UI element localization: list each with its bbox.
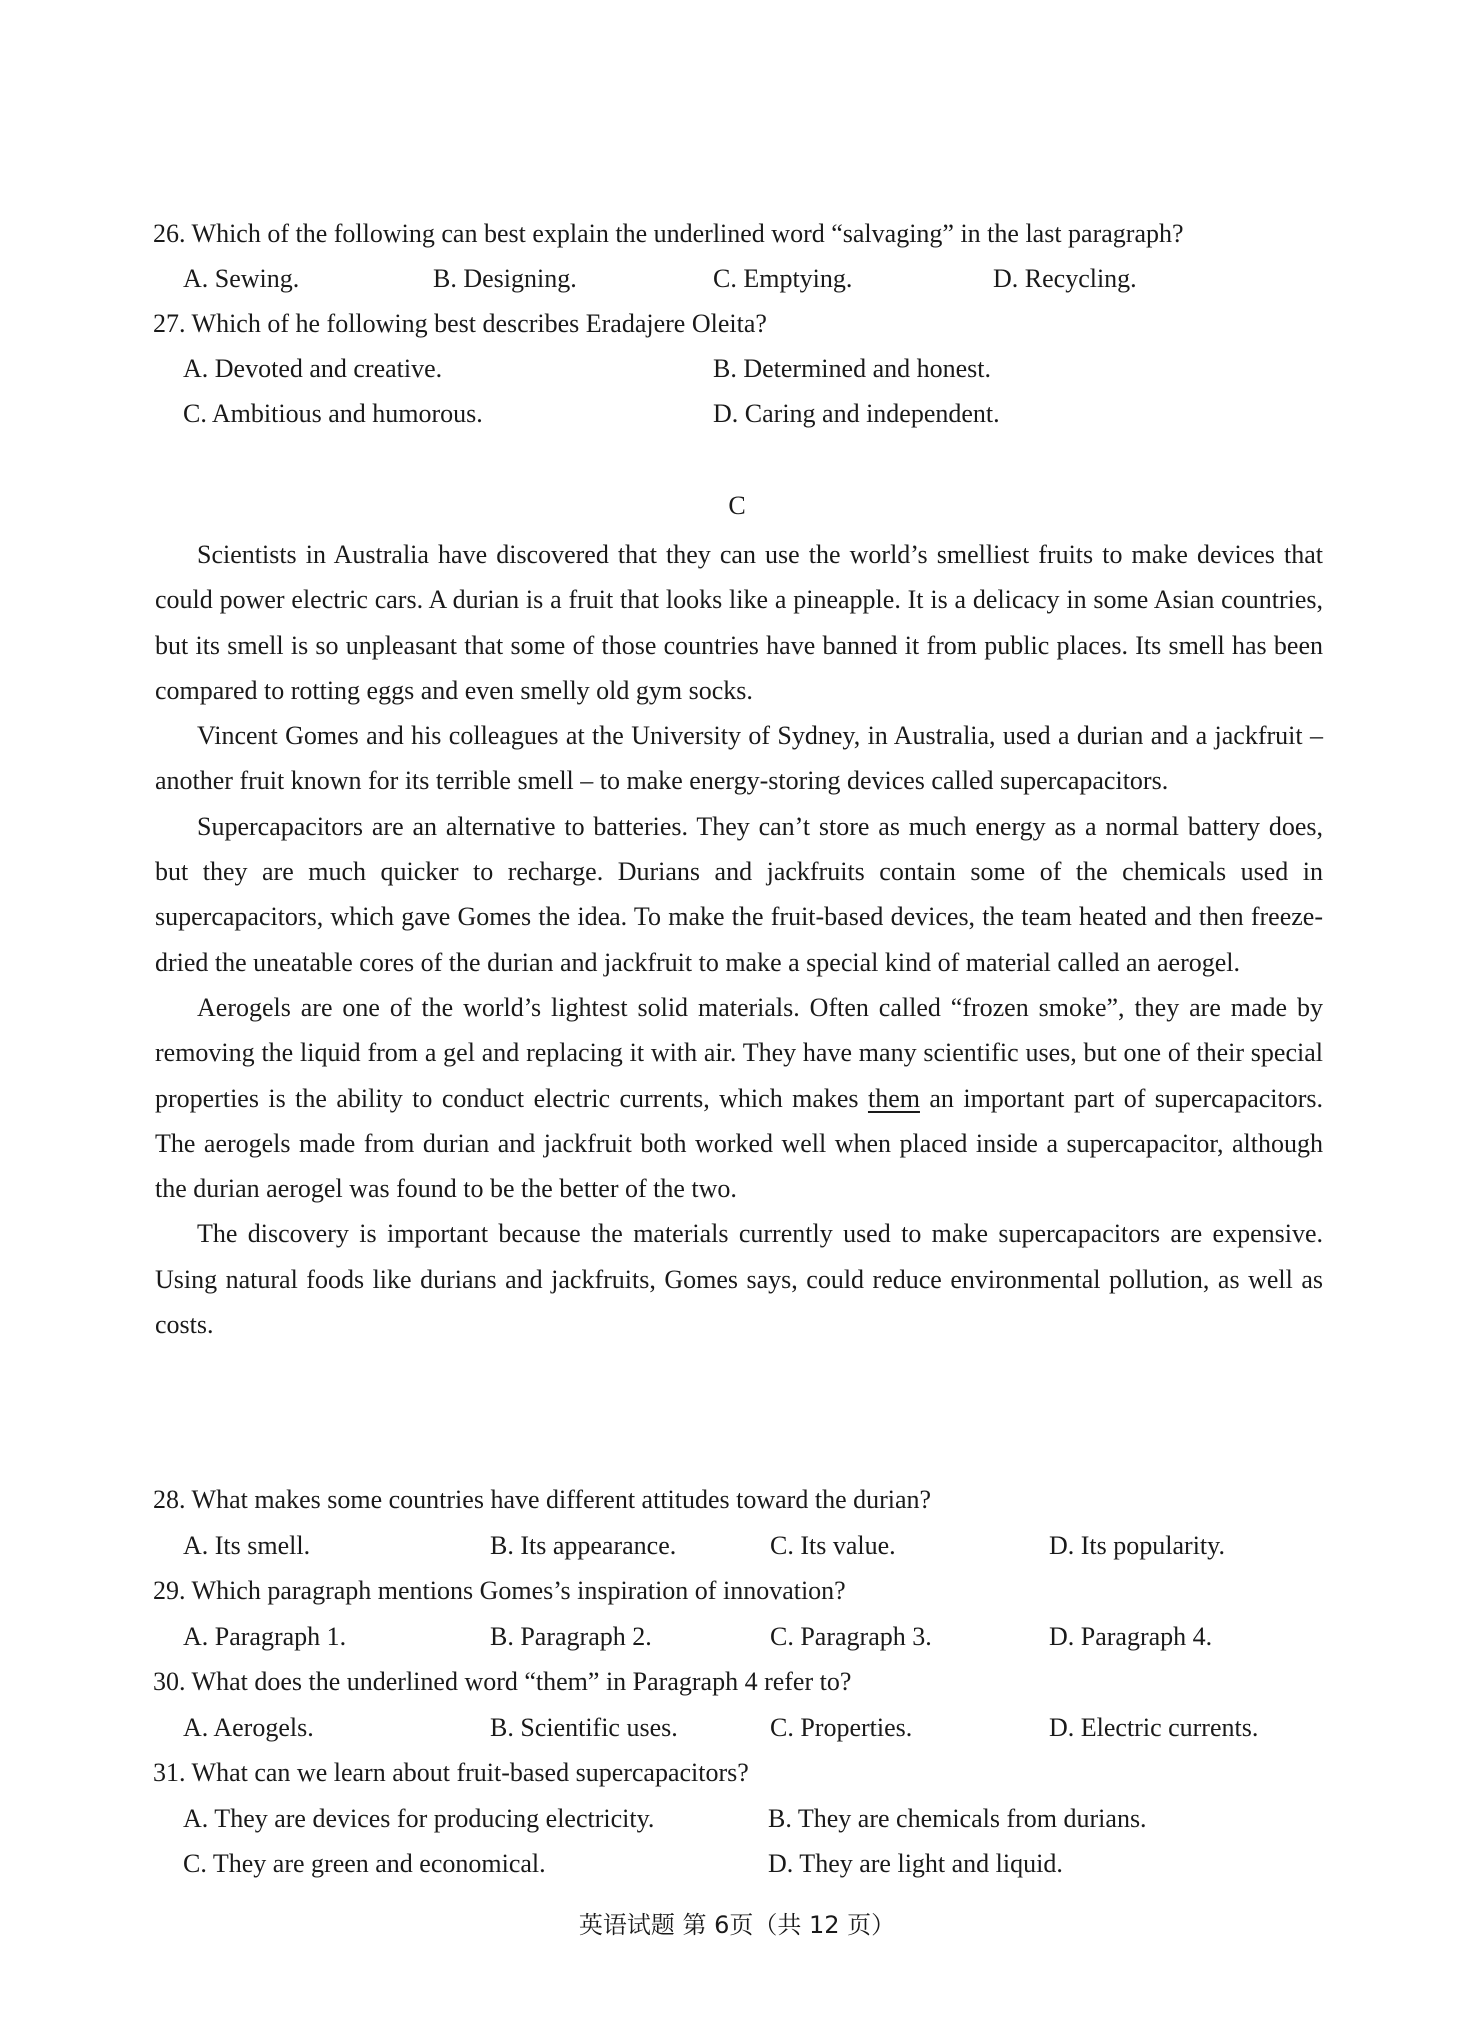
passage-paragraph-3: Supercapacitors are an alternative to batteries. They can’t store as much energy as a normal battery does, but they are much quicker to recharge. Durians and jackfruits contain some of the chemicals used in supercapacitors, which gave Gomes the idea. To make the fruit-based devices, the team heated and then freeze-dried the uneatable cores of the durian and jackfruit to make a special kind of material called an aerogel. [155,811,1323,977]
question-27-option-c: C. Ambitious and humorous. [183,399,483,428]
question-27-option-d: D. Caring and independent. [713,399,1000,428]
question-30-option-c: C. Properties. [770,1713,913,1742]
paragraph-4-text-before: Aerogels are one of the world’s lightest solid materials. Often called “frozen smoke”, they are made by removing the liquid from a gel and replacing it with air. They have many scientific uses, but one of their special properties is the ability to conduct electric currents, which makes [155,992,1323,1113]
paragraph-4-text-after: an important part of supercapacitors. The aerogels made from durian and jackfruit both worked well when placed inside a supercapacitor, although the durian aerogel was found to be the better of the two. [155,1083,1324,1204]
question-26-option-b: B. Designing. [433,264,577,293]
question-29-option-d: D. Paragraph 4. [1049,1622,1213,1651]
question-31-option-c: C. They are green and economical. [183,1849,546,1878]
question-29-stem: 29. Which paragraph mentions Gomes’s inspiration of innovation? [153,1576,846,1605]
question-29-option-a: A. Paragraph 1. [183,1622,347,1651]
question-30-option-d: D. Electric currents. [1049,1713,1259,1742]
section-title: C [728,491,746,520]
question-28-option-b: B. Its appearance. [490,1531,677,1560]
question-26-option-d: D. Recycling. [993,264,1137,293]
question-27-option-a: A. Devoted and creative. [183,354,443,383]
question-30-option-b: B. Scientific uses. [490,1713,678,1742]
page-footer: 英语试题 第 6页（共 12 页） [578,1911,896,1939]
question-29-option-b: B. Paragraph 2. [490,1622,652,1651]
question-31-option-a: A. They are devices for producing electricity. [183,1804,655,1833]
question-26-stem: 26. Which of the following can best explain the underlined word “salvaging” in the last paragraph? [153,219,1184,248]
question-30-stem: 30. What does the underlined word “them” in Paragraph 4 refer to? [153,1667,852,1696]
question-28-option-a: A. Its smell. [183,1531,311,1560]
question-31-stem: 31. What can we learn about fruit-based supercapacitors? [153,1758,749,1787]
question-31-option-d: D. They are light and liquid. [768,1849,1063,1878]
underlined-word-them: them [867,1083,920,1113]
question-30-option-a: A. Aerogels. [183,1713,314,1742]
question-28-stem: 28. What makes some countries have different attitudes toward the durian? [153,1485,932,1514]
question-29-option-c: C. Paragraph 3. [770,1622,932,1651]
passage-paragraph-4 [155,985,1323,1211]
reading-passage [155,532,1323,1347]
passage-paragraph-1: Scientists in Australia have discovered that they can use the world’s smelliest fruits to make devices that could power electric cars. A durian is a fruit that looks like a pineapple. It is a delicacy in some Asian countries, but its smell is so unpleasant that some of those countries have banned it from public places. Its smell has been compared to rotting eggs and even smelly old gym socks. [155,540,1323,705]
question-26-option-a: A. Sewing. [183,264,300,293]
question-26-option-c: C. Emptying. [713,264,853,293]
question-31-option-b: B. They are chemicals from durians. [768,1804,1147,1833]
question-27-option-b: B. Determined and honest. [713,354,991,383]
question-28-option-c: C. Its value. [770,1531,896,1560]
question-28-option-d: D. Its popularity. [1049,1531,1225,1560]
passage-paragraph-5: The discovery is important because the materials currently used to make supercapacitors are expensive. Using natural foods like durians and jackfruits, Gomes says, could reduce environmental pollution, as well as costs. [155,1219,1323,1340]
passage-paragraph-2: Vincent Gomes and his colleagues at the University of Sydney, in Australia, used a durian and a jackfruit – another fruit known for its terrible smell – to make energy-storing devices called supercapacitors. [155,721,1323,796]
question-27-stem: 27. Which of he following best describes Eradajere Oleita? [153,309,767,338]
